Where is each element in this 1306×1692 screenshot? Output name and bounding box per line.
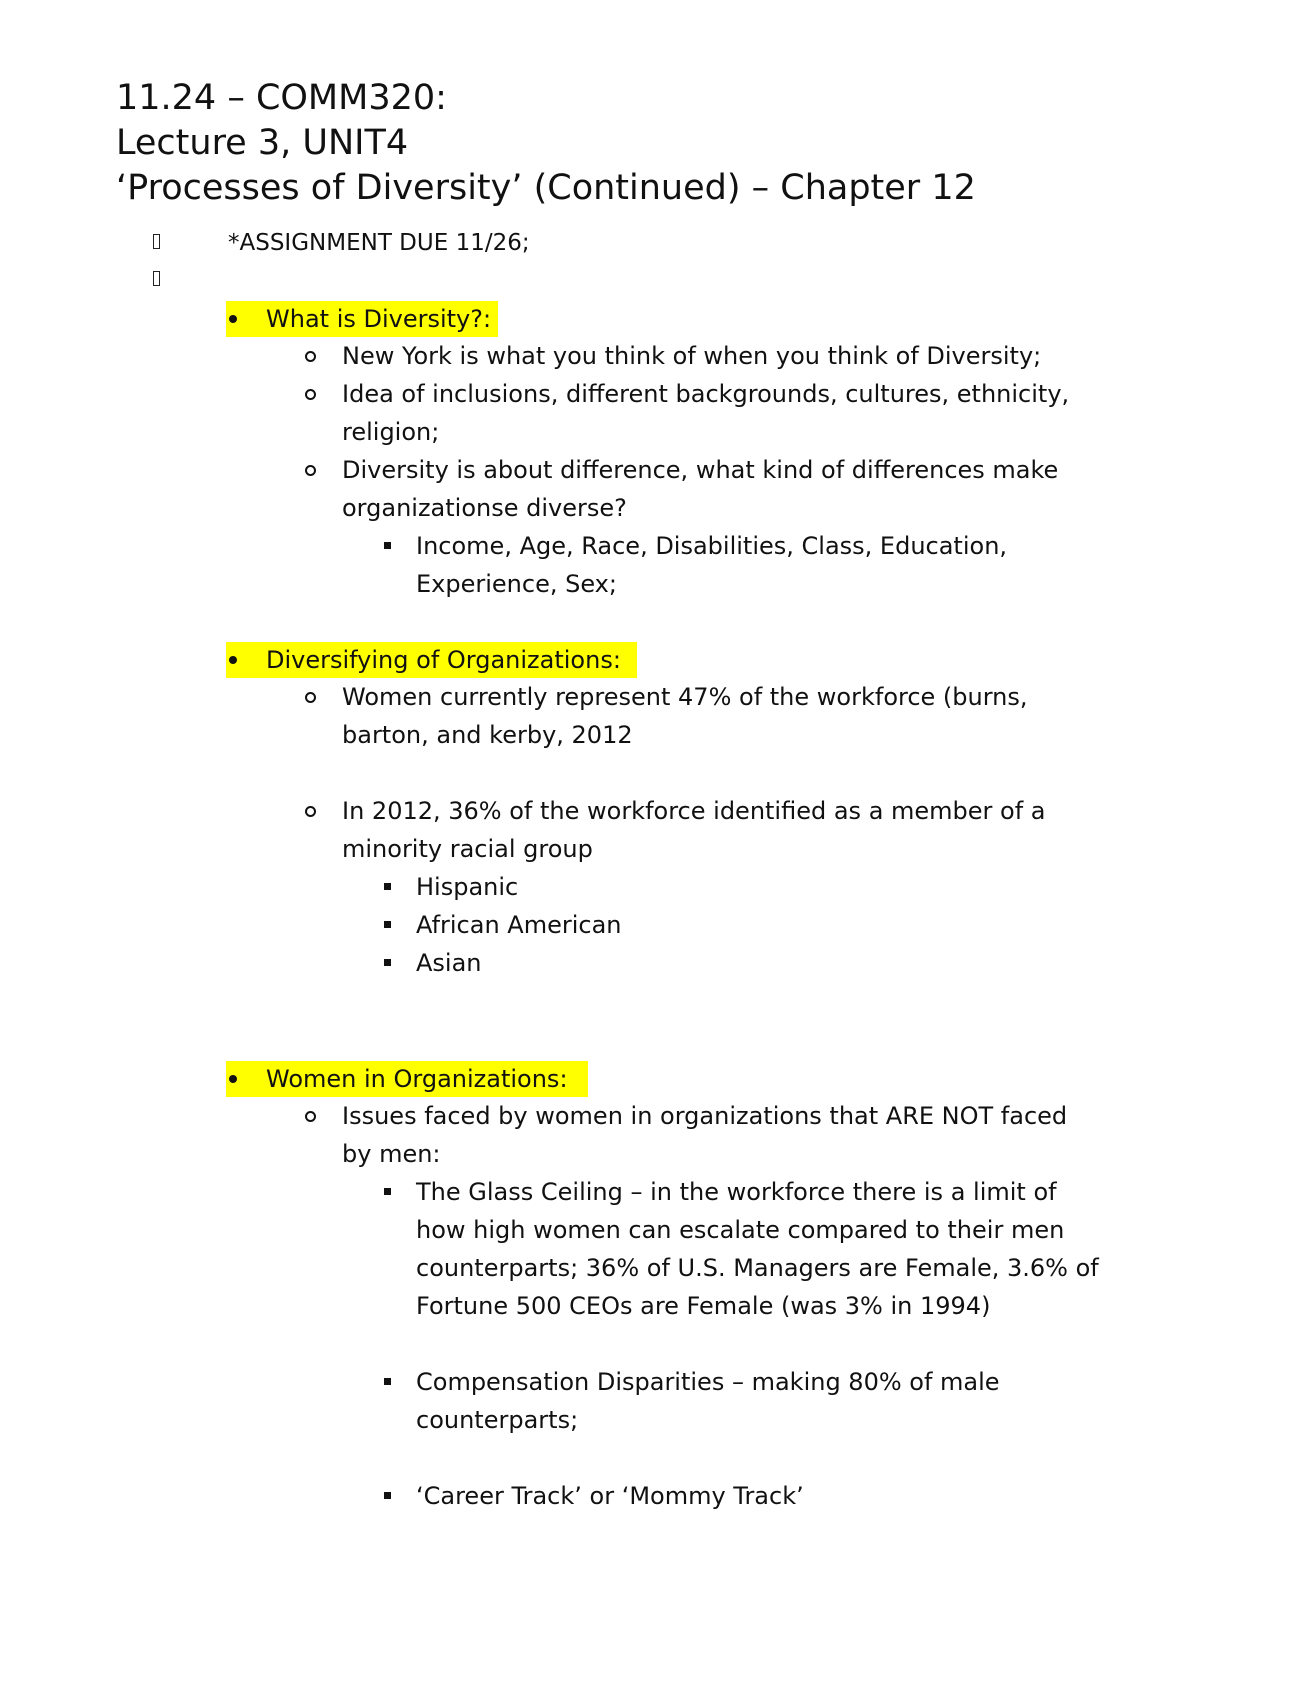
list-subitem-line: counterparts; 36% of U.S. Managers are Female, 3.6% of: [416, 1254, 1099, 1282]
title-line-1: 11.24 – COMM320:: [116, 78, 447, 118]
title-line-3: ‘Processes of Diversity’ (Continued) – Chapter 12: [116, 168, 976, 208]
list-item-line: religion;: [342, 418, 440, 446]
list-subitem-line: ‘Career Track’ or ‘Mommy Track’: [416, 1482, 804, 1510]
bullet-circle-icon: [305, 351, 316, 362]
bullet-square-icon: [384, 921, 391, 928]
bullet-circle-icon: [305, 465, 316, 476]
page-title: [116, 76, 976, 211]
bullet-square-icon: [384, 1188, 391, 1195]
list-subitem-line: counterparts;: [416, 1406, 579, 1434]
list-item-line: In 2012, 36% of the workforce identified as a member of a: [342, 797, 1046, 825]
section-heading: What is Diversity?:: [266, 305, 492, 333]
bullet-circle-icon: [305, 806, 316, 817]
list-subitem-line: Compensation Disparities – making 80% of male: [416, 1368, 1000, 1396]
list-subitem-line: Experience, Sex;: [416, 570, 617, 598]
bullet-square-icon: [384, 1492, 391, 1499]
bullet-circle-icon: [305, 1111, 316, 1122]
bullet-square-icon: [384, 1378, 391, 1385]
list-item-line: Women currently represent 47% of the workforce (burns,: [342, 683, 1028, 711]
list-subitem-line: Hispanic: [416, 873, 519, 901]
missing-glyph-icon: [153, 271, 160, 286]
list-subitem-line: Asian: [416, 949, 482, 977]
bullet-square-icon: [384, 542, 391, 549]
list-item-line: minority racial group: [342, 835, 593, 863]
list-item-line: by men:: [342, 1140, 441, 1168]
list-subitem-line: African American: [416, 911, 622, 939]
title-line-2: Lecture 3, UNIT4: [116, 123, 409, 163]
bullet-circle-icon: [305, 692, 316, 703]
bullet-circle-icon: [305, 389, 316, 400]
section-heading: Diversifying of Organizations:: [266, 646, 621, 674]
list-subitem-line: The Glass Ceiling – in the workforce there is a limit of: [416, 1178, 1057, 1206]
bullet-dot-icon: [229, 1075, 237, 1083]
list-item-line: New York is what you think of when you think of Diversity;: [342, 342, 1042, 370]
list-item-line: Diversity is about difference, what kind of differences make: [342, 456, 1059, 484]
section-heading: Women in Organizations:: [266, 1065, 568, 1093]
list-item-line: barton, and kerby, 2012: [342, 721, 633, 749]
list-item-line: Idea of inclusions, different backgrounds, cultures, ethnicity,: [342, 380, 1070, 408]
bullet-square-icon: [384, 883, 391, 890]
missing-glyph-icon: [153, 234, 160, 249]
list-item-line: organizationse diverse?: [342, 494, 627, 522]
assignment-note: *ASSIGNMENT DUE 11/26;: [228, 230, 530, 256]
list-subitem-line: Income, Age, Race, Disabilities, Class, Education,: [416, 532, 1008, 560]
list-subitem-line: Fortune 500 CEOs are Female (was 3% in 1994): [416, 1292, 991, 1320]
list-subitem-line: how high women can escalate compared to their men: [416, 1216, 1065, 1244]
bullet-square-icon: [384, 959, 391, 966]
list-item-line: Issues faced by women in organizations that ARE NOT faced: [342, 1102, 1068, 1130]
bullet-dot-icon: [229, 656, 237, 664]
bullet-dot-icon: [229, 315, 237, 323]
